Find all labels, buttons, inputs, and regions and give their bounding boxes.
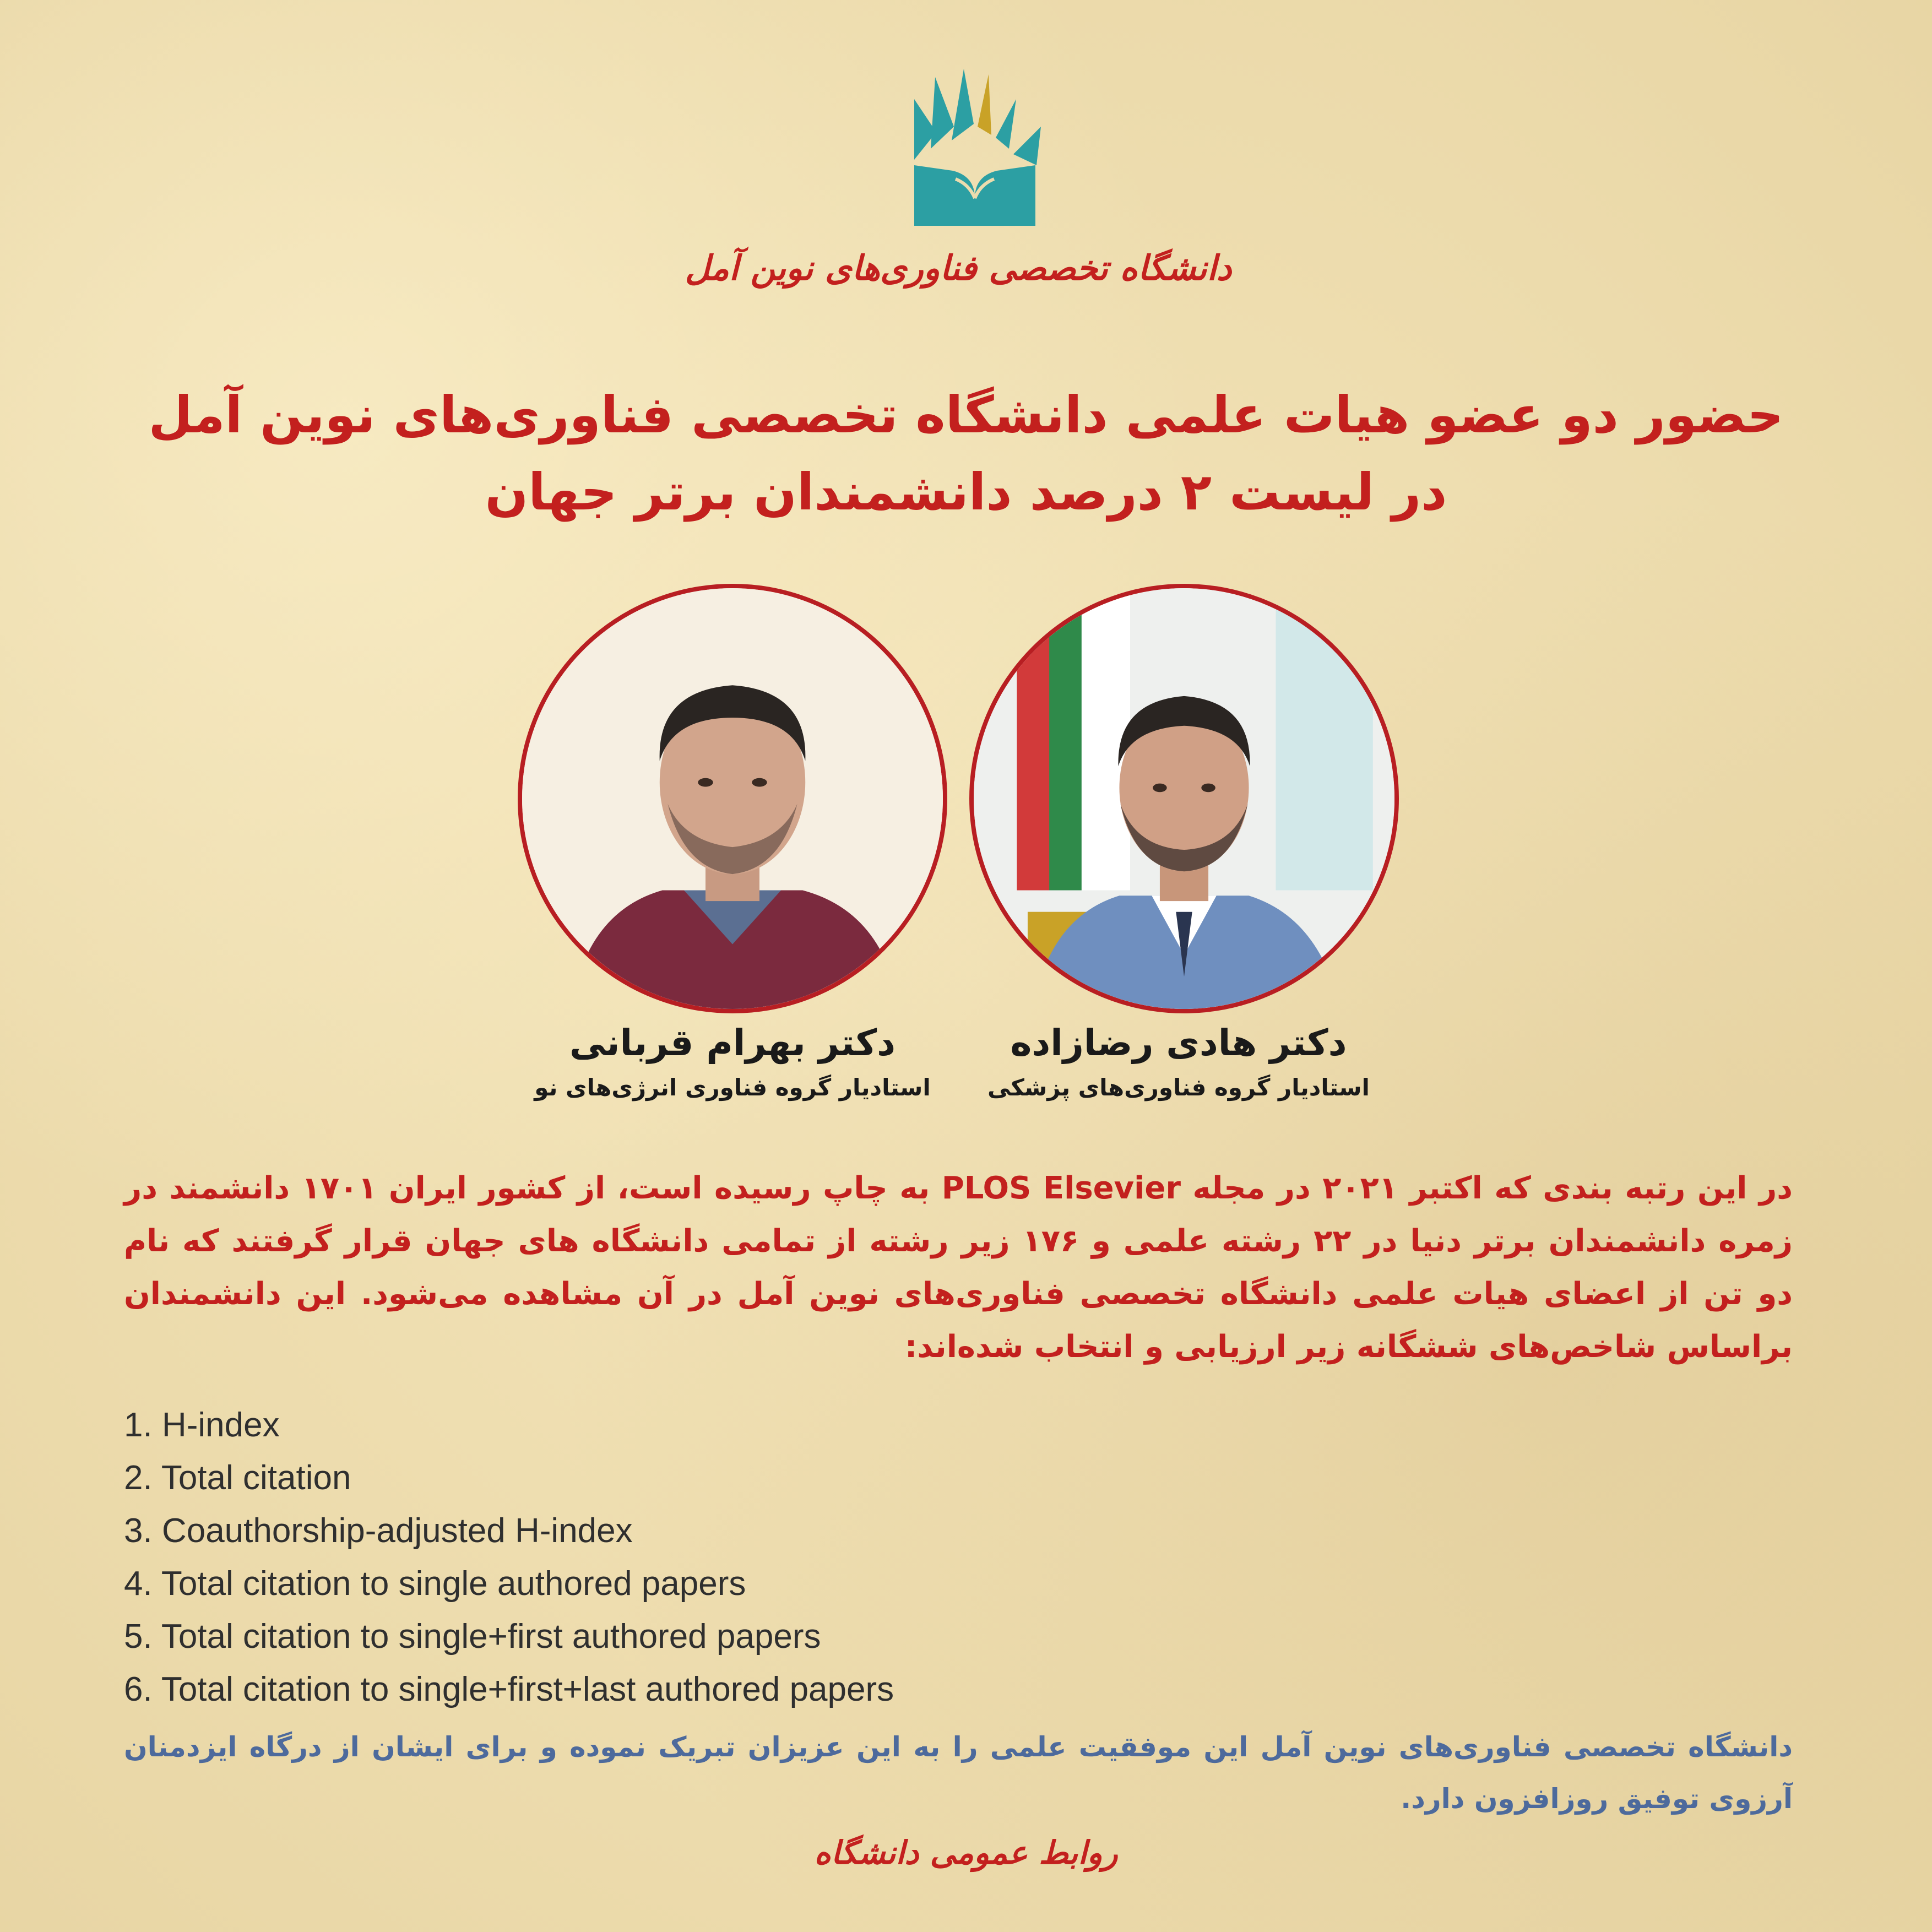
headline-line-2: در لیست ۲ درصد دانشمندان برتر جهان [485, 463, 1447, 522]
public-relations-signature: روابط عمومی دانشگاه [814, 1834, 1118, 1871]
closing-paragraph: دانشگاه تخصصی فناوری‌های نوین آمل این موفقیت علمی را به این عزیزان تبریک نموده و برای ایشان از درگاه ایزدمنان آرزوی توفیق روزافزون دارد. [124, 1731, 1793, 1815]
criteria-item: 5. Total citation to single+first authored papers [124, 1618, 821, 1656]
university-logo [892, 66, 1057, 231]
portrait-right [969, 584, 1399, 1013]
criteria-item: 2. Total citation [124, 1459, 351, 1497]
criteria-item: 4. Total citation to single authored papers [124, 1565, 746, 1603]
criteria-item: 6. Total citation to single+first+last authored papers [124, 1670, 894, 1708]
person-left-name: دکتر بهرام قربانی [569, 1022, 896, 1064]
criteria-list [124, 1399, 1336, 1716]
university-name: دانشگاه تخصصی فناوری‌های نوین آمل [685, 248, 1232, 288]
person-left-role: استادیار گروه فناوری انرژی‌های نو [534, 1074, 931, 1101]
person-portrait-icon [974, 588, 1394, 1009]
criteria-item: 1. H-index [124, 1406, 280, 1444]
book-logo-icon [892, 66, 1057, 231]
criteria-item: 3. Coauthorship-adjusted H-index [124, 1512, 633, 1550]
portrait-left [518, 584, 947, 1013]
person-portrait-icon [522, 588, 943, 1009]
person-right-role: استادیار گروه فناوری‌های پزشکی [987, 1074, 1370, 1101]
announcement-paragraph: در این رتبه بندی که اکتبر ۲۰۲۱ در مجله PLOS Elsevier به چاپ رسیده است، از کشور ایران ۱۷۰۱ دانشمند در زمره دانشمندان برتر دنیا در ۲۲ رشته علمی و ۱۷۶ زیر رشته از تمامی دانشگاه های جهان قرار گرفتند که نام دو تن از اعضای هیات علمی دانشگاه تخصصی فناوری‌های نوین آمل در آن مشاهده می‌شود. این دانشمندان براساس شاخص‌های ششگانه زیر ارزیابی و انتخاب شده‌اند: [124, 1170, 1793, 1365]
headline-line-1: حضور دو عضو هیات علمی دانشگاه تخصصی فناوری‌های نوین آمل [148, 386, 1784, 444]
person-right-name: دکتر هادی رضازاده [1010, 1022, 1347, 1064]
